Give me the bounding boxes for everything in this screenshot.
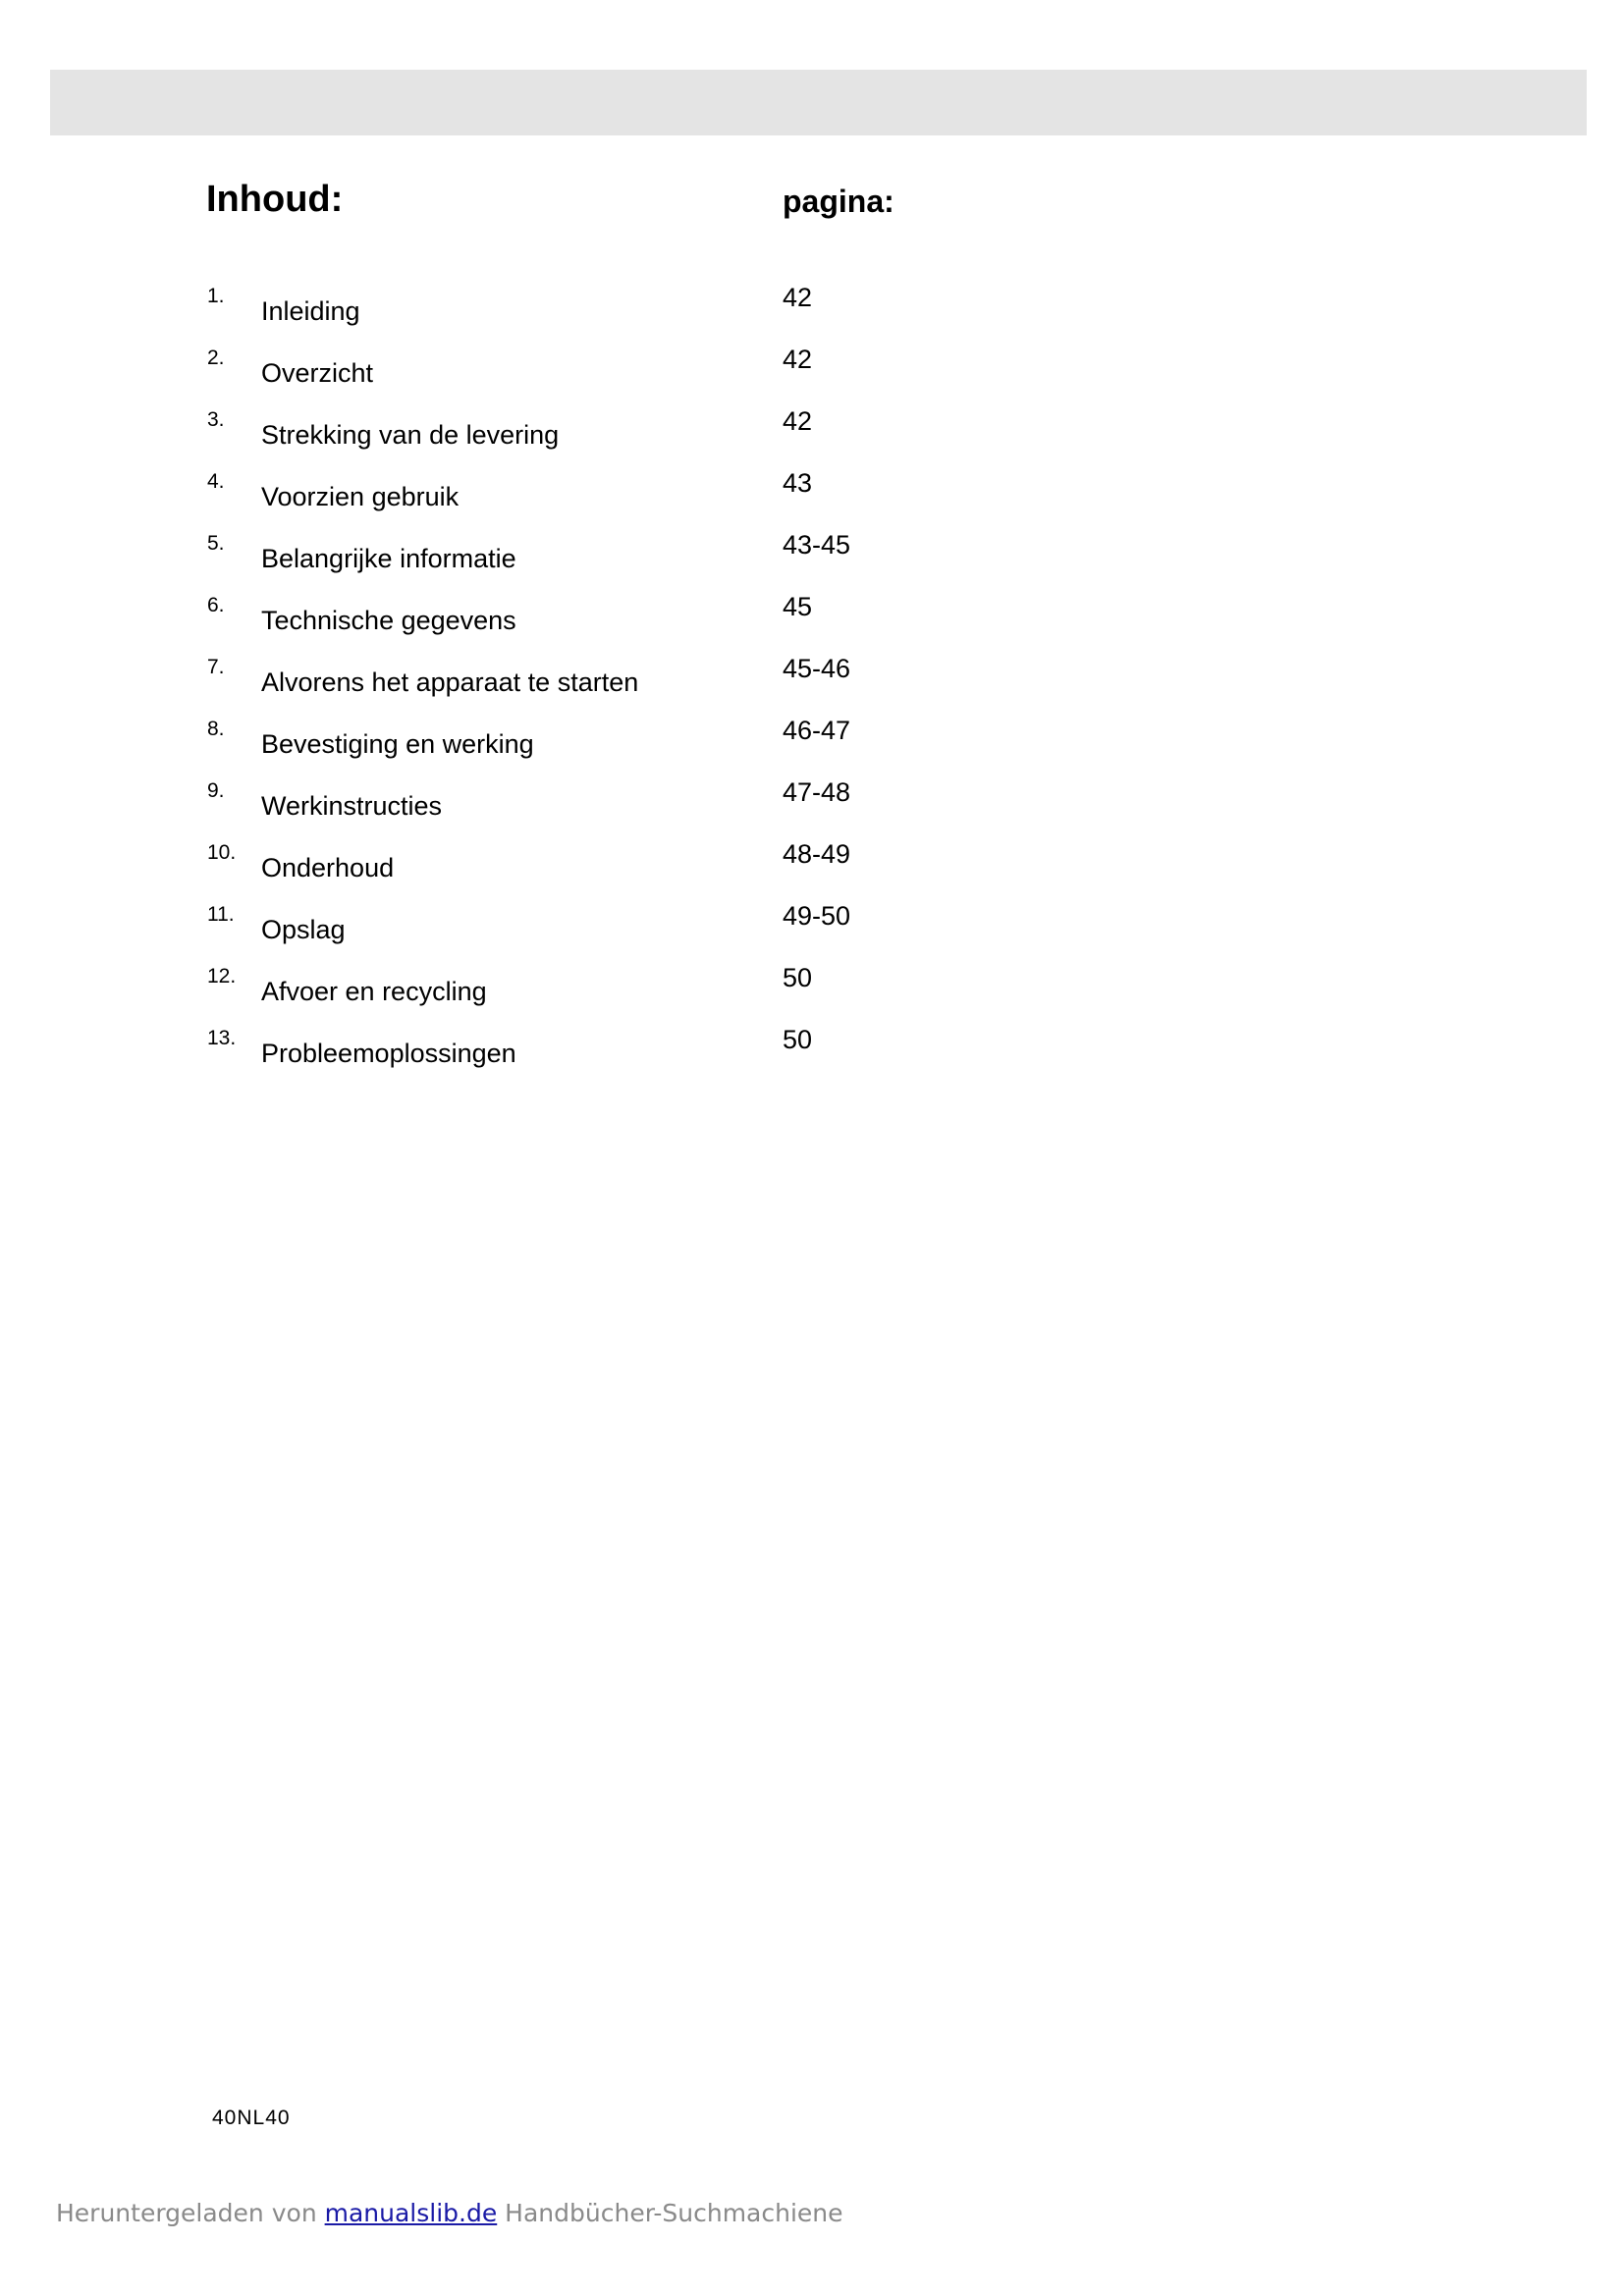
toc-entry-page: 49-50 <box>783 901 851 931</box>
toc-entry-label: Onderhoud <box>261 853 395 882</box>
toc-entry-label: Voorzien gebruik <box>261 482 460 511</box>
toc-entry <box>0 347 1624 408</box>
toc-entry-page: 42 <box>783 345 813 374</box>
toc-entry <box>0 779 1624 841</box>
toc-entry-number: 8. <box>207 718 225 740</box>
toc-entry-number: 10. <box>207 841 237 864</box>
toc-entry-label: Opslag <box>261 915 346 944</box>
toc-entry-number: 11. <box>207 903 235 926</box>
toc-title: Inhoud: <box>206 179 344 220</box>
toc-entry <box>0 1027 1624 1089</box>
toc-page-column-heading: pagina: <box>783 184 894 219</box>
toc-entry-label: Afvoer en recycling <box>261 977 487 1006</box>
toc-entry-number: 5. <box>207 532 225 555</box>
footer-prefix: Heruntergeladen von <box>56 2199 325 2227</box>
toc-entry-number: 7. <box>207 656 225 678</box>
toc-entry-number: 12. <box>207 965 237 988</box>
toc-entry <box>0 841 1624 903</box>
footer-suffix: Handbücher-Suchmachiene <box>497 2199 843 2227</box>
toc-entry-label: Belangrijke informatie <box>261 544 516 573</box>
toc-entry-page: 43 <box>783 468 813 498</box>
toc-entry-label: Strekking van de levering <box>261 420 560 450</box>
toc-entry-label: Technische gegevens <box>261 606 516 635</box>
toc-entry-number: 2. <box>207 347 225 369</box>
toc-entry-page: 48-49 <box>783 839 851 869</box>
toc-entry <box>0 470 1624 532</box>
toc-entry-page: 50 <box>783 1025 813 1054</box>
toc-entry <box>0 285 1624 347</box>
toc-entry-number: 6. <box>207 594 225 616</box>
page-code: 40NL40 <box>212 2107 291 2129</box>
toc-entry <box>0 903 1624 965</box>
toc-entry-page: 50 <box>783 963 813 992</box>
toc-entry-page: 45-46 <box>783 654 851 683</box>
toc-entry-label: Overzicht <box>261 358 374 388</box>
toc-entry-page: 47-48 <box>783 777 851 807</box>
toc-entry <box>0 965 1624 1027</box>
toc-entry <box>0 718 1624 779</box>
toc-entry-label: Probleemoplossingen <box>261 1039 516 1068</box>
toc-entry-page: 42 <box>783 283 813 312</box>
toc-entry-page: 46-47 <box>783 716 851 745</box>
toc-entry-number: 4. <box>207 470 225 493</box>
toc-entry-number: 13. <box>207 1027 237 1049</box>
toc-entry-label: Inleiding <box>261 296 360 326</box>
toc-entry-number: 3. <box>207 408 225 431</box>
toc-entry-number: 9. <box>207 779 225 802</box>
toc-entry-label: Werkinstructies <box>261 791 443 821</box>
toc-entry <box>0 532 1624 594</box>
footer-link[interactable]: manualslib.de <box>324 2199 498 2227</box>
toc-entry-page: 45 <box>783 592 813 621</box>
toc-entry-number: 1. <box>207 285 225 307</box>
toc-entry-label: Alvorens het apparaat te starten <box>261 667 639 697</box>
toc-entry <box>0 408 1624 470</box>
toc-entry-label: Bevestiging en werking <box>261 729 534 759</box>
toc-entry-page: 42 <box>783 406 813 436</box>
toc-entry <box>0 656 1624 718</box>
footer-credit <box>56 2199 843 2227</box>
toc-entry-page: 43-45 <box>783 530 851 560</box>
toc-entry <box>0 594 1624 656</box>
